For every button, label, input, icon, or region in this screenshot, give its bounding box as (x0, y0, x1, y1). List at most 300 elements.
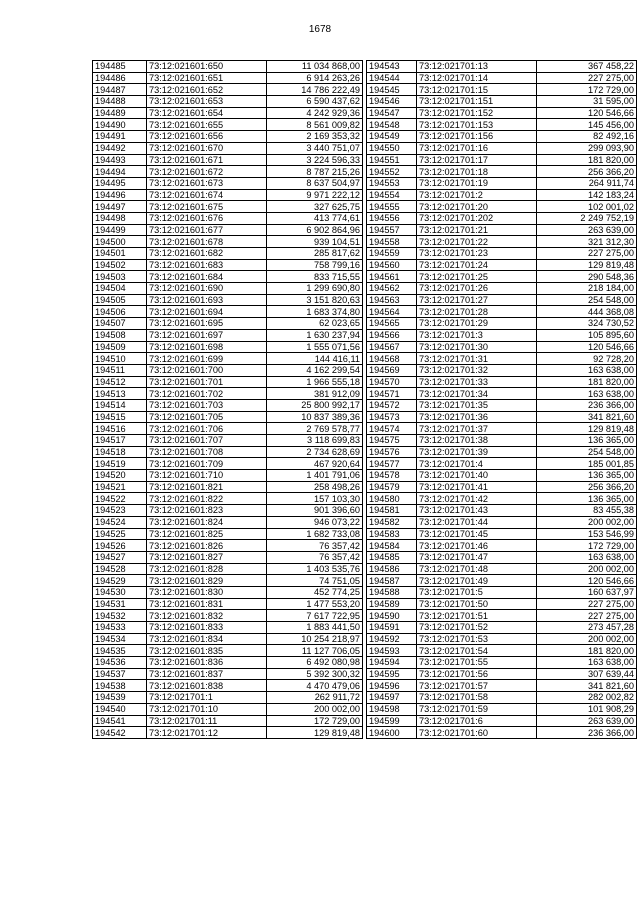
cadastral-number: 73:12:021701:20 (417, 201, 537, 213)
row-number: 194486 (93, 72, 147, 84)
cadastral-number: 73:12:021701:49 (417, 575, 537, 587)
table-row (93, 72, 363, 84)
cadastral-number: 73:12:021601:672 (147, 166, 267, 178)
table-row (93, 657, 363, 669)
row-number: 194487 (93, 84, 147, 96)
cadastral-number: 73:12:021701:151 (417, 96, 537, 108)
cadastral-number: 73:12:021601:675 (147, 201, 267, 213)
cadastral-number: 73:12:021701:16 (417, 142, 537, 154)
row-number: 194599 (367, 715, 417, 727)
cadastral-value: 181 820,00 (537, 154, 637, 166)
cadastral-value: 157 103,30 (267, 493, 363, 505)
table-row (93, 259, 363, 271)
cadastral-value: 120 546,66 (537, 575, 637, 587)
cadastral-value: 129 819,48 (267, 727, 363, 739)
cadastral-number: 73:12:021701:13 (417, 61, 537, 73)
cadastral-value: 381 912,09 (267, 388, 363, 400)
cadastral-value: 5 392 300,32 (267, 668, 363, 680)
cadastral-number: 73:12:021701:18 (417, 166, 537, 178)
cadastral-value: 3 440 751,07 (267, 142, 363, 154)
cadastral-number: 73:12:021701:52 (417, 622, 537, 634)
cadastral-value: 172 729,00 (537, 84, 637, 96)
table-row (93, 528, 363, 540)
table-row (93, 318, 363, 330)
cadastral-value: 200 002,00 (267, 703, 363, 715)
row-number: 194591 (367, 622, 417, 634)
cadastral-value: 1 401 791,06 (267, 470, 363, 482)
cadastral-value: 82 492,16 (537, 131, 637, 143)
row-number: 194544 (367, 72, 417, 84)
table-row (93, 505, 363, 517)
row-number: 194598 (367, 703, 417, 715)
cadastral-number: 73:12:021601:670 (147, 142, 267, 154)
cadastral-number: 73:12:021601:823 (147, 505, 267, 517)
cadastral-number: 73:12:021701:26 (417, 283, 537, 295)
row-number: 194558 (367, 236, 417, 248)
table-row (367, 458, 637, 470)
table-row (93, 610, 363, 622)
table-row (93, 680, 363, 692)
cadastral-value: 8 561 009,82 (267, 119, 363, 131)
cadastral-number: 73:12:021601:654 (147, 107, 267, 119)
table-row (367, 166, 637, 178)
table-row (93, 633, 363, 645)
table-row (93, 435, 363, 447)
cadastral-number: 73:12:021601:690 (147, 283, 267, 295)
cadastral-number: 73:12:021701:11 (147, 715, 267, 727)
table-row (93, 458, 363, 470)
cadastral-value: 227 275,00 (537, 72, 637, 84)
cadastral-value: 6 590 437,62 (267, 96, 363, 108)
cadastral-table-left (92, 60, 363, 739)
cadastral-value: 833 715,55 (267, 271, 363, 283)
table-row (367, 622, 637, 634)
cadastral-value: 2 769 578,77 (267, 423, 363, 435)
cadastral-value: 256 366,20 (537, 481, 637, 493)
row-number: 194498 (93, 212, 147, 224)
table-row (93, 236, 363, 248)
row-number: 194586 (367, 563, 417, 575)
cadastral-number: 73:12:021701:40 (417, 470, 537, 482)
row-number: 194553 (367, 177, 417, 189)
cadastral-value: 102 001,02 (537, 201, 637, 213)
cadastral-number: 73:12:021601:653 (147, 96, 267, 108)
table-row (93, 622, 363, 634)
cadastral-number: 73:12:021701:33 (417, 376, 537, 388)
table-row (367, 353, 637, 365)
row-number: 194493 (93, 154, 147, 166)
row-number: 194552 (367, 166, 417, 178)
cadastral-number: 73:12:021601:835 (147, 645, 267, 657)
table-row (367, 528, 637, 540)
table-row (367, 224, 637, 236)
cadastral-value: 3 224 596,33 (267, 154, 363, 166)
cadastral-number: 73:12:021701:31 (417, 353, 537, 365)
row-number: 194524 (93, 516, 147, 528)
cadastral-value: 11 127 706,05 (267, 645, 363, 657)
table-row (367, 364, 637, 376)
row-number: 194504 (93, 283, 147, 295)
table-row (367, 142, 637, 154)
cadastral-value: 8 787 215,26 (267, 166, 363, 178)
table-row (93, 364, 363, 376)
row-number: 194579 (367, 481, 417, 493)
cadastral-value: 2 249 752,19 (537, 212, 637, 224)
cadastral-number: 73:12:021701:22 (417, 236, 537, 248)
table-row (367, 481, 637, 493)
cadastral-number: 73:12:021701:10 (147, 703, 267, 715)
cadastral-number: 73:12:021701:29 (417, 318, 537, 330)
cadastral-number: 73:12:021701:34 (417, 388, 537, 400)
cadastral-value: 1 883 441,50 (267, 622, 363, 634)
cadastral-value: 236 366,00 (537, 399, 637, 411)
cadastral-number: 73:12:021701:42 (417, 493, 537, 505)
cadastral-number: 73:12:021701:3 (417, 329, 537, 341)
cadastral-value: 1 555 071,56 (267, 341, 363, 353)
table-row (367, 248, 637, 260)
row-number: 194495 (93, 177, 147, 189)
table-row (93, 411, 363, 423)
cadastral-number: 73:12:021601:708 (147, 446, 267, 458)
row-number: 194540 (93, 703, 147, 715)
table-row (93, 131, 363, 143)
row-number: 194589 (367, 598, 417, 610)
table-row (367, 446, 637, 458)
cadastral-value: 10 254 218,97 (267, 633, 363, 645)
cadastral-number: 73:12:021701:4 (417, 458, 537, 470)
row-number: 194574 (367, 423, 417, 435)
table-row (367, 411, 637, 423)
table-row (367, 668, 637, 680)
row-number: 194542 (93, 727, 147, 739)
cadastral-number: 73:12:021601:699 (147, 353, 267, 365)
cadastral-value: 264 911,74 (537, 177, 637, 189)
cadastral-number: 73:12:021701:50 (417, 598, 537, 610)
cadastral-number: 73:12:021601:678 (147, 236, 267, 248)
row-number: 194549 (367, 131, 417, 143)
cadastral-value: 181 820,00 (537, 376, 637, 388)
table-row (367, 423, 637, 435)
table-row (93, 540, 363, 552)
table-row (367, 563, 637, 575)
row-number: 194578 (367, 470, 417, 482)
cadastral-value: 144 416,11 (267, 353, 363, 365)
table-row (367, 493, 637, 505)
table-row (367, 388, 637, 400)
table-row (93, 61, 363, 73)
table-row (93, 727, 363, 739)
row-number: 194500 (93, 236, 147, 248)
row-number: 194490 (93, 119, 147, 131)
table-row (367, 470, 637, 482)
cadastral-value: 227 275,00 (537, 610, 637, 622)
row-number: 194572 (367, 399, 417, 411)
row-number: 194503 (93, 271, 147, 283)
cadastral-number: 73:12:021601:651 (147, 72, 267, 84)
table-row (367, 177, 637, 189)
table-row (367, 657, 637, 669)
table-row (93, 446, 363, 458)
cadastral-value: 31 595,00 (537, 96, 637, 108)
cadastral-value: 4 470 479,06 (267, 680, 363, 692)
cadastral-number: 73:12:021601:707 (147, 435, 267, 447)
row-number: 194539 (93, 692, 147, 704)
cadastral-value: 76 357,42 (267, 540, 363, 552)
cadastral-value: 105 895,60 (537, 329, 637, 341)
cadastral-number: 73:12:021701:152 (417, 107, 537, 119)
cadastral-value: 467 920,64 (267, 458, 363, 470)
cadastral-number: 73:12:021701:28 (417, 306, 537, 318)
cadastral-value: 258 498,26 (267, 481, 363, 493)
cadastral-value: 129 819,48 (537, 259, 637, 271)
cadastral-number: 73:12:021701:14 (417, 72, 537, 84)
cadastral-value: 163 638,00 (537, 551, 637, 563)
row-number: 194545 (367, 84, 417, 96)
row-number: 194515 (93, 411, 147, 423)
cadastral-number: 73:12:021601:671 (147, 154, 267, 166)
row-number: 194536 (93, 657, 147, 669)
cadastral-value: 307 639,44 (537, 668, 637, 680)
row-number: 194565 (367, 318, 417, 330)
table-row (367, 318, 637, 330)
cadastral-number: 73:12:021701:27 (417, 294, 537, 306)
table-row (93, 703, 363, 715)
table-row (367, 399, 637, 411)
cadastral-value: 7 617 722,95 (267, 610, 363, 622)
cadastral-number: 73:12:021601:837 (147, 668, 267, 680)
table-row (367, 96, 637, 108)
cadastral-value: 92 728,20 (537, 353, 637, 365)
row-number: 194571 (367, 388, 417, 400)
cadastral-number: 73:12:021601:834 (147, 633, 267, 645)
table-row (93, 563, 363, 575)
row-number: 194541 (93, 715, 147, 727)
row-number: 194502 (93, 259, 147, 271)
table-row (367, 610, 637, 622)
table-row (367, 633, 637, 645)
cadastral-value: 1 403 535,76 (267, 563, 363, 575)
cadastral-value: 1 682 733,08 (267, 528, 363, 540)
cadastral-number: 73:12:021701:47 (417, 551, 537, 563)
row-number: 194594 (367, 657, 417, 669)
cadastral-number: 73:12:021701:54 (417, 645, 537, 657)
row-number: 194514 (93, 399, 147, 411)
cadastral-number: 73:12:021601:838 (147, 680, 267, 692)
row-number: 194547 (367, 107, 417, 119)
row-number: 194587 (367, 575, 417, 587)
row-number: 194501 (93, 248, 147, 260)
row-number: 194531 (93, 598, 147, 610)
cadastral-value: 413 774,61 (267, 212, 363, 224)
row-number: 194556 (367, 212, 417, 224)
cadastral-number: 73:12:021601:709 (147, 458, 267, 470)
row-number: 194522 (93, 493, 147, 505)
cadastral-value: 227 275,00 (537, 248, 637, 260)
table-row (93, 493, 363, 505)
cadastral-number: 73:12:021601:682 (147, 248, 267, 260)
cadastral-value: 136 365,00 (537, 493, 637, 505)
row-number: 194550 (367, 142, 417, 154)
row-number: 194534 (93, 633, 147, 645)
table-row (367, 236, 637, 248)
cadastral-number: 73:12:021601:829 (147, 575, 267, 587)
row-number: 194488 (93, 96, 147, 108)
row-number: 194551 (367, 154, 417, 166)
row-number: 194492 (93, 142, 147, 154)
cadastral-value: 254 548,00 (537, 294, 637, 306)
row-number: 194585 (367, 551, 417, 563)
row-number: 194557 (367, 224, 417, 236)
cadastral-value: 341 821,60 (537, 680, 637, 692)
table-row (93, 586, 363, 598)
row-number: 194530 (93, 586, 147, 598)
cadastral-value: 200 002,00 (537, 563, 637, 575)
table-row (367, 680, 637, 692)
cadastral-number: 73:12:021601:650 (147, 61, 267, 73)
row-number: 194510 (93, 353, 147, 365)
row-number: 194581 (367, 505, 417, 517)
cadastral-value: 101 908,29 (537, 703, 637, 715)
cadastral-number: 73:12:021701:57 (417, 680, 537, 692)
cadastral-number: 73:12:021701:19 (417, 177, 537, 189)
cadastral-number: 73:12:021701:58 (417, 692, 537, 704)
table-row (93, 84, 363, 96)
table-row (367, 283, 637, 295)
cadastral-value: 2 734 628,69 (267, 446, 363, 458)
table-row (367, 703, 637, 715)
cadastral-value: 1 683 374,80 (267, 306, 363, 318)
row-number: 194496 (93, 189, 147, 201)
cadastral-number: 73:12:021701:45 (417, 528, 537, 540)
cadastral-value: 3 118 699,83 (267, 435, 363, 447)
row-number: 194491 (93, 131, 147, 143)
row-number: 194597 (367, 692, 417, 704)
cadastral-number: 73:12:021701:23 (417, 248, 537, 260)
cadastral-number: 73:12:021701:59 (417, 703, 537, 715)
row-number: 194593 (367, 645, 417, 657)
cadastral-number: 73:12:021701:48 (417, 563, 537, 575)
cadastral-value: 285 817,62 (267, 248, 363, 260)
cadastral-number: 73:12:021601:656 (147, 131, 267, 143)
table-row (93, 423, 363, 435)
table-row (367, 435, 637, 447)
cadastral-value: 200 002,00 (537, 633, 637, 645)
row-number: 194505 (93, 294, 147, 306)
cadastral-value: 9 971 222,12 (267, 189, 363, 201)
row-number: 194596 (367, 680, 417, 692)
table-row (367, 341, 637, 353)
table-row (367, 586, 637, 598)
table-row (93, 224, 363, 236)
cadastral-number: 73:12:021701:25 (417, 271, 537, 283)
table-row (93, 177, 363, 189)
cadastral-value: 120 546,66 (537, 341, 637, 353)
row-number: 194573 (367, 411, 417, 423)
row-number: 194523 (93, 505, 147, 517)
cadastral-number: 73:12:021601:830 (147, 586, 267, 598)
cadastral-value: 11 034 868,00 (267, 61, 363, 73)
cadastral-value: 163 638,00 (537, 657, 637, 669)
row-number: 194538 (93, 680, 147, 692)
row-number: 194528 (93, 563, 147, 575)
row-number: 194517 (93, 435, 147, 447)
table-row (93, 329, 363, 341)
cadastral-value: 341 821,60 (537, 411, 637, 423)
page-number: 1678 (308, 24, 332, 35)
cadastral-number: 73:12:021701:17 (417, 154, 537, 166)
row-number: 194494 (93, 166, 147, 178)
cadastral-value: 8 637 504,97 (267, 177, 363, 189)
cadastral-number: 73:12:021601:673 (147, 177, 267, 189)
cadastral-number: 73:12:021601:836 (147, 657, 267, 669)
cadastral-value: 10 837 389,36 (267, 411, 363, 423)
table-row (367, 329, 637, 341)
row-number: 194568 (367, 353, 417, 365)
cadastral-number: 73:12:021701:6 (417, 715, 537, 727)
cadastral-value: 236 366,00 (537, 727, 637, 739)
row-number: 194548 (367, 119, 417, 131)
cadastral-value: 25 800 992,17 (267, 399, 363, 411)
row-number: 194497 (93, 201, 147, 213)
cadastral-number: 73:12:021701:24 (417, 259, 537, 271)
cadastral-number: 73:12:021601:677 (147, 224, 267, 236)
table-row (93, 119, 363, 131)
table-row (367, 715, 637, 727)
cadastral-value: 1 966 555,18 (267, 376, 363, 388)
row-number: 194527 (93, 551, 147, 563)
row-number: 194508 (93, 329, 147, 341)
cadastral-value: 6 492 080,98 (267, 657, 363, 669)
cadastral-value: 62 023,65 (267, 318, 363, 330)
table-row (367, 212, 637, 224)
cadastral-number: 73:12:021601:706 (147, 423, 267, 435)
row-number: 194583 (367, 528, 417, 540)
cadastral-value: 74 751,05 (267, 575, 363, 587)
row-number: 194521 (93, 481, 147, 493)
table-row (93, 692, 363, 704)
row-number: 194499 (93, 224, 147, 236)
row-number: 194485 (93, 61, 147, 73)
table-row (367, 154, 637, 166)
row-number: 194595 (367, 668, 417, 680)
cadastral-number: 73:12:021601:697 (147, 329, 267, 341)
cadastral-number: 73:12:021701:1 (147, 692, 267, 704)
table-row (93, 481, 363, 493)
cadastral-value: 327 625,75 (267, 201, 363, 213)
row-number: 194584 (367, 540, 417, 552)
table-row (367, 119, 637, 131)
table-row (93, 353, 363, 365)
row-number: 194526 (93, 540, 147, 552)
cadastral-number: 73:12:021601:833 (147, 622, 267, 634)
row-number: 194560 (367, 259, 417, 271)
cadastral-number: 73:12:021701:2 (417, 189, 537, 201)
cadastral-number: 73:12:021701:35 (417, 399, 537, 411)
cadastral-number: 73:12:021601:701 (147, 376, 267, 388)
row-number: 194575 (367, 435, 417, 447)
row-number: 194532 (93, 610, 147, 622)
cadastral-number: 73:12:021601:652 (147, 84, 267, 96)
table-row (367, 645, 637, 657)
row-number: 194554 (367, 189, 417, 201)
cadastral-number: 73:12:021701:56 (417, 668, 537, 680)
cadastral-number: 73:12:021701:44 (417, 516, 537, 528)
table-row (93, 283, 363, 295)
cadastral-number: 73:12:021601:705 (147, 411, 267, 423)
cadastral-value: 324 730,52 (537, 318, 637, 330)
cadastral-value: 83 455,38 (537, 505, 637, 517)
cadastral-table-right (366, 60, 637, 739)
